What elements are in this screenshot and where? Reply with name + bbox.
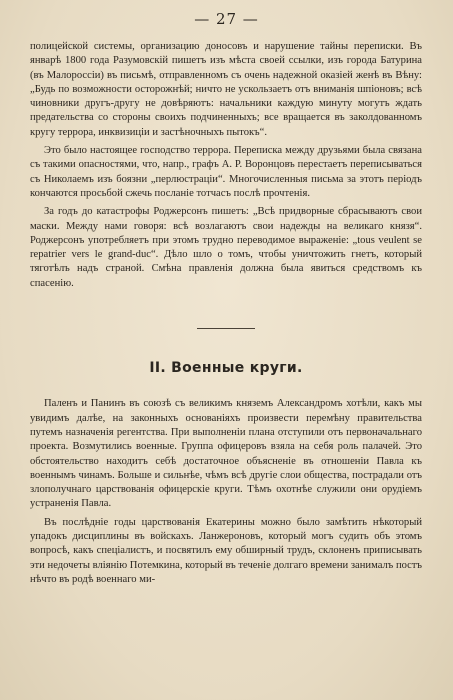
section-heading: II. Военные круги. [149, 360, 303, 377]
paragraph: Это было настоящее господство террора. Переписка между друзьями была связана съ такими опасностями, что, напр., графъ А. Р. Воронцовъ перестаетъ переписываться съ Николаемъ изъ боязни „перлюстраціи“. Многочисленныя письма за этотъ періодъ кончаются просьбой сжечь посланіе тотчасъ послѣ прочтенія. [30, 145, 422, 199]
paragraph: За годъ до катастрофы Роджерсонъ пишетъ: „Всѣ придворные сбрасываютъ свои маски. Между нами говоря: всѣ возлагаютъ свои надежды на великаго князя“. Роджерсонъ употребляетъ при этомъ трудно переводимое выраженіе: „tous veulent se repatrier vers le grand-duc“. Дѣло шло о томъ, чтобы уничтожить гнетъ, который тяготѣлъ надъ страной. Смѣна правленія должна была явиться средствомъ къ спасенію. [30, 206, 422, 289]
paragraph: Въ послѣдніе годы царствованія Екатерины можно было замѣтить нѣкоторый упадокъ дисциплины въ войскахъ. Ланжероновъ, который могъ судить объ этомъ вопросѣ, какъ спеціалистъ, и посвятилъ ему обширный трудъ, склоненъ приписывать эти недочеты вліянію Потемкина, который въ теченіе долгаго времени занималъ постъ нѣчто въ родѣ военнаго ми- [30, 516, 422, 585]
page-body [30, 40, 422, 591]
paragraph: полицейской системы, организацию доносовъ и нарушение тайны переписки. Въ январѣ 1800 года Разумовскій пишетъ изъ мѣста своей ссылки, изъ города Батурина (въ Малороссіи) въ письмѣ, отправленномъ съ очень надежной оказіей женѣ въ Вѣну: „Будь по возможности осторожнѣй; ничто не ускользаетъ отъ вниманія шпіоновъ; всѣ чиновники другъ-другу не довѣряютъ: начальники каждую минуту могутъ ждать предательства со стороны своихъ подчиненныхъ; все вращается въ заколдованномъ кругу террора, инквизиціи и застѣночныхъ пытокъ“. [30, 41, 422, 138]
page-number: — 27 — [194, 10, 259, 28]
paragraph: Паленъ и Панинъ въ союзѣ съ великимъ княземъ Александромъ хотѣли, какъ мы увидимъ далѣе, на законныхъ основаніяхъ произвести перемѣну правительства путемъ назначенія регентства. При выполненіи плана отступили отъ первоначальнаго проекта. Возмутились военные. Группа офицеровъ взяла на себя роль палачей. Это обстоятельство находитъ себѣ достаточное объясненіе въ отношеніи Павла къ военнымъ чинамъ. Больше и сильнѣе, чѣмъ всѣ другіе слои общества, пострадали отъ злополучнаго царствованія офицерскіе круги. Тѣмъ охотнѣе служили они орудіемъ устраненія Павла. [30, 398, 422, 510]
section-divider [197, 328, 255, 329]
